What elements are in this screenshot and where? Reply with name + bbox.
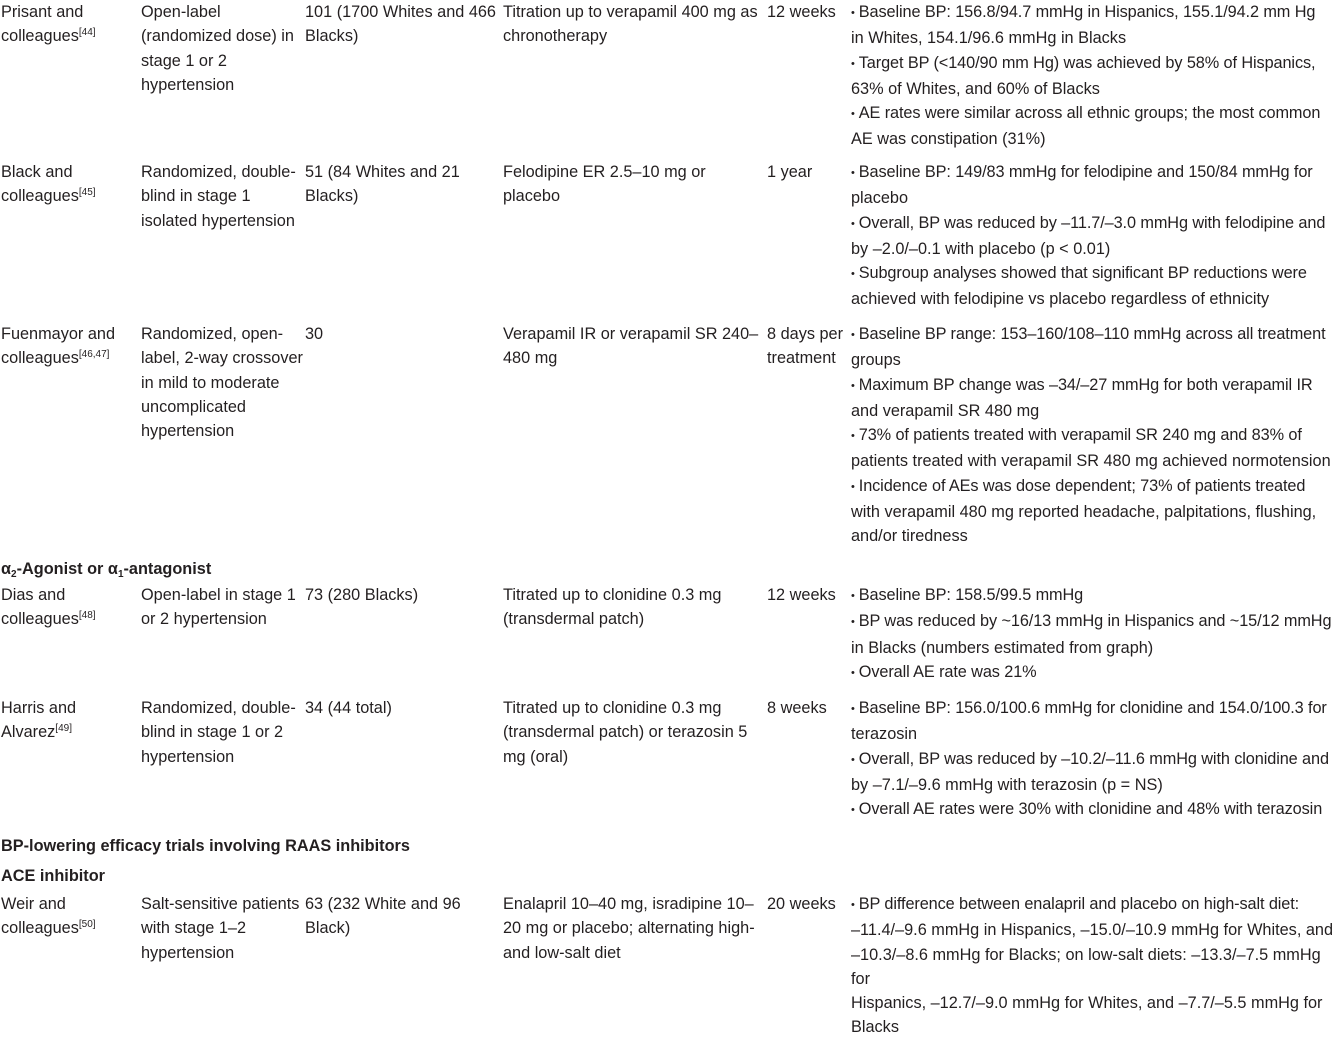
result-line: patients treated with verapamil SR 480 mg achieved normotension	[851, 452, 1331, 471]
result-bullet: • Baseline BP: 149/83 mmHg for felodipine and 150/84 mmHg for	[851, 160, 1338, 186]
table-row	[0, 892, 1338, 1037]
result-line: –10.3/–8.6 mmHg for Blacks; on low-salt diets: –13.3/–7.5 mmHg for	[851, 945, 1321, 988]
author-cell: Weir and colleagues[50]	[1, 895, 96, 938]
table-row	[0, 696, 1338, 832]
section-heading-raas: BP-lowering efficacy trials involving RAAS inhibitors	[1, 837, 410, 855]
table-row	[0, 322, 1338, 556]
duration-cell: 8 weeks	[767, 699, 827, 717]
design-cell: Open-label (randomized dose) in stage 1 or 2 hypertension	[141, 3, 294, 94]
result-line: terazosin	[851, 725, 918, 744]
patients-cell: 63 (232 White and 96 Black)	[305, 895, 461, 938]
duration-cell: 12 weeks	[767, 586, 836, 604]
reference-marker: [45]	[78, 187, 96, 199]
result-line: by –2.0/–0.1 with placebo (p < 0.01)	[851, 239, 1111, 258]
patients-cell: 30	[305, 325, 324, 343]
design-cell: Randomized, double-blind in stage 1 isolated hypertension	[141, 163, 296, 230]
result-bullet: • Overall, BP was reduced by –11.7/–3.0 mmHg with felodipine and	[851, 211, 1338, 237]
result-bullet: • Overall, BP was reduced by –10.2/–11.6 mmHg with clonidine and	[851, 747, 1338, 773]
result-bullet: • AE rates were similar across all ethnic groups; the most common	[851, 101, 1338, 127]
design-cell: Randomized, open-label, 2-way crossover in mild to moderate uncomplicated hypertension	[141, 325, 303, 441]
result-line: and verapamil SR 480 mg	[851, 401, 1040, 420]
author-cell: Harris and Alvarez[49]	[1, 699, 77, 742]
patients-cell: 101 (1700 Whites and 466 Blacks)	[305, 3, 496, 46]
patients-cell: 51 (84 Whites and 21 Blacks)	[305, 163, 460, 206]
result-line: –11.4/–9.6 mmHg in Hispanics, –15.0/–10.9 mmHg for Whites, and	[851, 921, 1334, 940]
result-bullet: • 73% of patients treated with verapamil SR 240 mg and 83% of	[851, 423, 1338, 449]
result-bullet: • Baseline BP: 158.5/99.5 mmHg	[851, 583, 1338, 609]
result-line: 63% of Whites, and 60% of Blacks	[851, 79, 1100, 98]
result-line: Blacks	[851, 1018, 899, 1037]
duration-cell: 20 weeks	[767, 895, 836, 913]
result-bullet: • Incidence of AEs was dose dependent; 73% of patients treated	[851, 474, 1338, 500]
results-cell	[850, 160, 1338, 312]
result-line: achieved with felodipine vs placebo regardless of ethnicity	[851, 290, 1270, 309]
duration-cell: 8 days per treatment	[767, 325, 844, 368]
result-line: placebo	[851, 189, 909, 208]
result-line: in Blacks (numbers estimated from graph)	[851, 638, 1154, 657]
reference-marker: [48]	[78, 610, 96, 622]
results-cell	[850, 583, 1338, 686]
author-cell: Prisant and colleagues[44]	[1, 3, 96, 46]
result-line: groups	[851, 351, 901, 370]
treatment-cell: Titrated up to clonidine 0.3 mg (transdermal patch)	[503, 586, 722, 629]
result-line: with verapamil 480 mg reported headache, palpitations, flushing,	[851, 503, 1317, 522]
results-cell	[850, 0, 1338, 152]
table-row	[0, 160, 1338, 322]
results-cell	[850, 696, 1338, 823]
design-cell: Salt-sensitive patients with stage 1–2 hypertension	[141, 895, 300, 962]
reference-marker: [50]	[78, 919, 96, 931]
patients-cell: 34 (44 total)	[305, 699, 392, 717]
result-bullet: • Overall AE rate was 21%	[851, 660, 1338, 686]
result-bullet: • Maximum BP change was –34/–27 mmHg for both verapamil IR	[851, 373, 1338, 399]
result-bullet: • Baseline BP range: 153–160/108–110 mmHg across all treatment	[851, 322, 1338, 348]
design-cell: Open-label in stage 1 or 2 hypertension	[141, 586, 296, 629]
treatment-cell: Enalapril 10–40 mg, isradipine 10–20 mg or placebo; alternating high- and low-salt diet	[503, 895, 755, 962]
result-bullet: • Baseline BP: 156.0/100.6 mmHg for clonidine and 154.0/100.3 for	[851, 696, 1338, 722]
table-row	[0, 0, 1338, 160]
result-line: by –7.1/–9.6 mmHg with terazosin (p = NS)	[851, 775, 1163, 794]
results-cell	[850, 322, 1338, 549]
result-bullet: • BP was reduced by ~16/13 mmHg in Hispanics and ~15/12 mmHg	[851, 609, 1338, 635]
section-heading-alpha: $\alpha_2$-Agonist or $\alpha_1$-antagonist	[1, 560, 212, 580]
treatment-cell: Titration up to verapamil 400 mg as chronotherapy	[503, 3, 758, 46]
result-bullet: • Overall AE rates were 30% with clonidine and 48% with terazosin	[851, 797, 1338, 823]
reference-marker: [49]	[55, 723, 72, 735]
duration-cell: 1 year	[767, 163, 813, 181]
patients-cell: 73 (280 Blacks)	[305, 586, 419, 604]
treatment-cell: Verapamil IR or verapamil SR 240–480 mg	[503, 325, 759, 368]
design-cell: Randomized, double-blind in stage 1 or 2 hypertension	[141, 699, 296, 766]
treatment-cell: Titrated up to clonidine 0.3 mg (transdermal patch) or terazosin 5 mg (oral)	[503, 699, 748, 766]
duration-cell: 12 weeks	[767, 3, 836, 21]
result-line: AE was constipation (31%)	[851, 130, 1046, 149]
author-cell: Fuenmayor and colleagues[46,47]	[1, 325, 116, 368]
result-line: and/or tiredness	[851, 527, 968, 546]
reference-marker: [44]	[78, 27, 96, 39]
treatment-cell: Felodipine ER 2.5–10 mg or placebo	[503, 163, 706, 206]
result-bullet: • Target BP (<140/90 mm Hg) was achieved by 58% of Hispanics,	[851, 51, 1338, 77]
result-line: Hispanics, –12.7/–9.0 mmHg for Whites, and –7.7/–5.5 mmHg for	[851, 994, 1323, 1013]
result-bullet: • Baseline BP: 156.8/94.7 mmHg in Hispanics, 155.1/94.2 mm Hg	[851, 0, 1338, 26]
author-cell: Black and colleagues[45]	[1, 163, 96, 206]
result-line: in Whites, 154.1/96.6 mmHg in Blacks	[851, 29, 1127, 48]
result-bullet: • Subgroup analyses showed that significant BP reductions were	[851, 261, 1338, 287]
results-cell	[850, 892, 1338, 1040]
reference-marker: [46,47]	[78, 349, 110, 361]
result-bullet: • BP difference between enalapril and placebo on high-salt diet:	[851, 892, 1338, 918]
author-cell: Dias and colleagues[48]	[1, 586, 96, 629]
table-row	[0, 583, 1338, 696]
section-heading-ace: ACE inhibitor	[1, 867, 106, 885]
